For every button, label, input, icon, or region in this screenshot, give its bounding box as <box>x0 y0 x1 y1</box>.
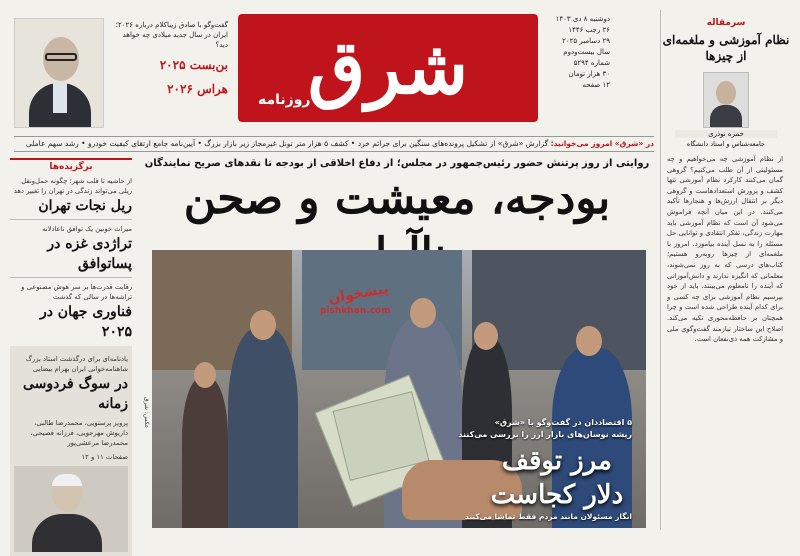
portrait-photo <box>14 18 104 128</box>
top-left-teaser-box[interactable] <box>110 20 228 120</box>
obituary-pages: صفحات ۱۱ و ۱۲ <box>81 453 128 461</box>
obituary-contributors: پرویز پرستویی، محمدرضا طالبی، داریوش مهرجویی، فرزانه فصیحی، محمدرضا مرعشی‌پور <box>30 419 128 447</box>
editorial-column[interactable] <box>660 10 791 530</box>
watermark-url: pishkhan.com <box>320 306 391 316</box>
pub-year: سال بیست‌ودوم <box>563 48 610 56</box>
highlight-item[interactable] <box>10 282 132 342</box>
masthead-label: روزنامه <box>258 92 311 108</box>
author-photo <box>703 72 749 128</box>
ticker-text: گزارش «شرق» از تشکیل پرونده‌های سنگین برای جرائم خرد • کشف ۵ هزار متر تونل غیرمجاز زیر بازار بزرگ • آیین‌نامه جامع ارتقای کیفیت خودرو • رشد سهم عاملی <box>25 139 549 148</box>
photo-overlay-kicker: ۵ اقتصاددان در گفت‌وگو با «شرق» <box>494 418 632 427</box>
highlights-header: برگزیده‌ها <box>10 158 132 172</box>
publication-info <box>540 14 610 122</box>
top-left-line1: بن‌بست ۲۰۲۵ <box>159 58 228 72</box>
masthead-name: شرق <box>307 25 469 111</box>
divider <box>10 219 132 220</box>
ticker-label: در «شرق» امروز می‌خوانید: <box>550 139 654 148</box>
editorial-author: حمزه نوذری <box>675 130 777 138</box>
pub-gregorian: ۲۹ دسامبر ۲۰۲۵ <box>562 37 610 45</box>
top-left-line2: هراس ۲۰۲۶ <box>167 82 228 96</box>
pub-pages: ۱۲ صفحه <box>582 81 610 89</box>
highlight-item[interactable] <box>10 224 132 274</box>
photo-overlay-headline[interactable]: مرز توقف دلار کجاست <box>490 446 624 510</box>
masthead-logo <box>238 14 538 122</box>
photo-credit: عکس: شرق <box>143 396 150 428</box>
pub-hijri: ۲۶ رجب ۱۴۴۶ <box>568 26 610 34</box>
lead-photo[interactable] <box>152 250 646 528</box>
highlight-title: تراژدی غزه در پساتوافق <box>47 236 132 272</box>
photo-overlay-subtitle: ریشه نوسان‌های بازار ارز را بررسی می‌کنند <box>458 430 632 439</box>
obituary-kicker: یادنامه‌ای برای درگذشت استاد بزرگ شاهنامه‌خوانی ایران بهرام بیضایی <box>25 355 128 373</box>
obituary-box[interactable] <box>10 346 132 556</box>
highlight-teaser: میراث خونین یک توافق ناعادلانه <box>42 225 132 233</box>
highlight-item[interactable] <box>10 176 132 216</box>
obituary-photo <box>14 466 128 552</box>
ticker-bar[interactable] <box>14 136 654 152</box>
editorial-title[interactable]: نظام آموزشی و ملغمه‌ای از چیزها <box>662 33 790 63</box>
editorial-body: از نظام آموزشی چه می‌خواهیم و چه مسئولیتی از آن طلب می‌کنیم؟ گروهی گمان می‌کنند کارکرد نظام آموزشی تنها کشف و پرورش استعدادهاست و گروهی دیگر بر انتقال ارزش‌ها و هنجارها تأکید می‌کنند. در این میان آنچه فراموش می‌شود آن است که نظام آموزشی باید مهارت زندگی، تفکر انتقادی و توانایی حل مسئله را به نسل آینده بیاموزد. امروز با ملغمه‌ای از چیزها روبه‌رو هستیم؛ کتاب‌های درسی که به روز نمی‌شوند، معلمانی که انگیزه ندارند و دانش‌آموزانی که آینده را نامعلوم می‌بینند. باید از خود بپرسیم نظام آموزشی برای چه کسی و برای کدام آینده طراحی شده است و چرا همچنان بر حافظه‌محوری تکیه می‌کند. اصلاح این ساختار نیازمند گفت‌وگوی ملی و مشارکت همه ذی‌نفعان است. <box>667 155 783 344</box>
pub-date: دوشنبه ۸ دی ۱۴۰۳ <box>555 15 610 23</box>
highlight-title: فناوری جهان در ۲۰۲۵ <box>39 304 132 340</box>
highlight-title: ریل نجات تهران <box>38 198 132 214</box>
highlights-column <box>10 158 132 530</box>
highlight-teaser: از حاشیه تا قلب شهر؛ چگونه حمل‌ونقل ریلی می‌تواند زندگی در تهران را تغییر دهد <box>13 177 132 195</box>
lead-story[interactable] <box>140 158 654 530</box>
lead-kicker: روایتی از روز پرتنش حضور رئیس‌جمهور در مجلس؛ از دفاع اخلاقی از بودجه تا نقدهای صریح نمایندگان <box>144 158 650 169</box>
photo-overlay-footer: انگار مسئولان مانند مردم فقط تماشا می‌کنند <box>464 512 632 521</box>
divider <box>10 277 132 278</box>
obituary-title: در سوگ فردوسی زمانه <box>22 376 128 412</box>
watermark: پیشخوان <box>327 280 390 308</box>
pub-issue: شماره ۵۲۹۴ <box>573 59 610 67</box>
pub-price: ۳۰ هزار تومان <box>568 70 610 78</box>
lead-headline[interactable]: بودجه، معیشت و صحن <box>183 173 611 224</box>
editorial-section: سرمقاله <box>706 18 746 28</box>
top-left-teaser: گفت‌وگو با صادق زیباکلام درباره ۲۰۲۶؛ ایران در سال جدید میلادی چه خواهد دید؟ <box>115 21 228 49</box>
highlight-teaser: رقابت قدرت‌ها بر سر هوش مصنوعی و تراشه‌ها در سالی که گذشت <box>21 283 132 301</box>
editorial-affiliation: جامعه‌شناس و استاد دانشگاه <box>686 140 766 148</box>
